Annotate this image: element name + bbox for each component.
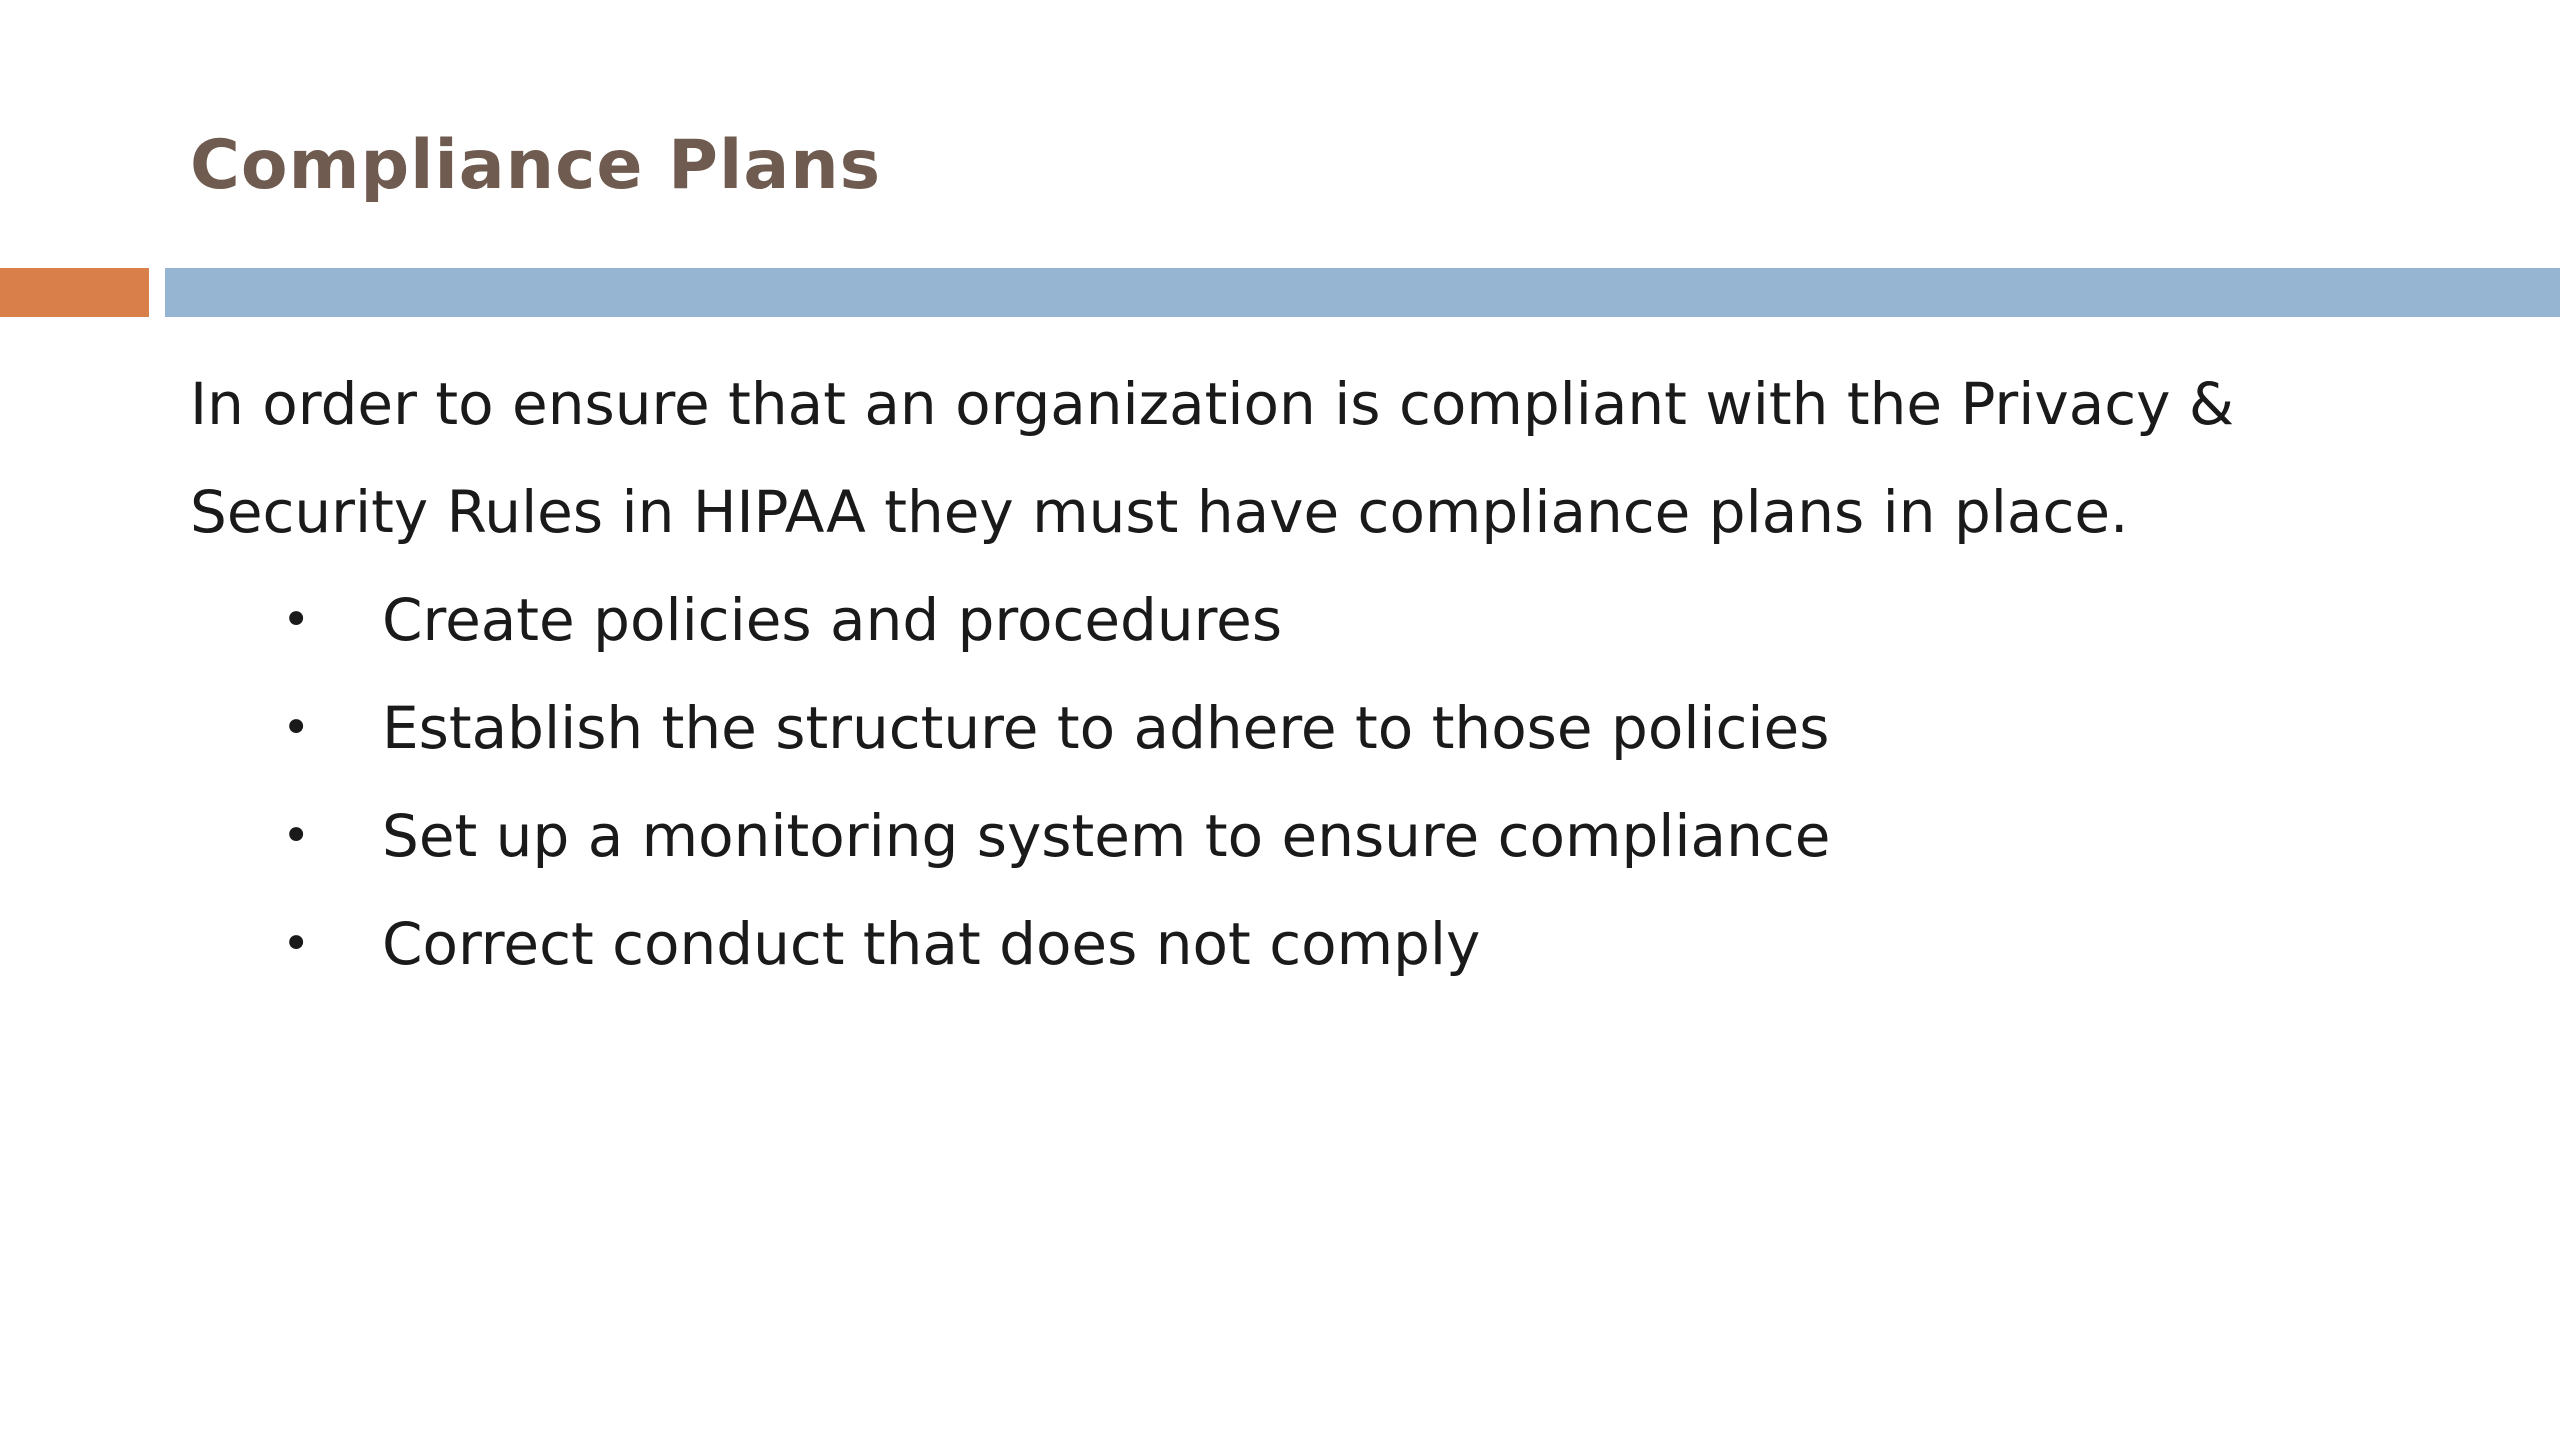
bullet-icon: • bbox=[282, 808, 311, 864]
bullet-text: Create policies and procedures bbox=[382, 586, 1283, 654]
bullet-item bbox=[190, 674, 1830, 782]
bullet-icon: • bbox=[282, 592, 311, 648]
accent-bar bbox=[0, 268, 149, 317]
bullet-item bbox=[190, 566, 1830, 674]
slide-title: Compliance Plans bbox=[190, 126, 882, 205]
bullet-list bbox=[190, 566, 1830, 998]
bullet-icon: • bbox=[282, 916, 311, 972]
title-rule-bar bbox=[165, 268, 2560, 317]
bullet-text: Set up a monitoring system to ensure compliance bbox=[382, 802, 1831, 870]
bullet-text: Establish the structure to adhere to those policies bbox=[382, 694, 1830, 762]
intro-paragraph: In order to ensure that an organization is compliant with the Privacy & Security Rules in HIPAA they must have compliance plans in place. bbox=[190, 370, 2235, 546]
bullet-icon: • bbox=[282, 700, 311, 756]
bullet-text: Correct conduct that does not comply bbox=[382, 910, 1481, 978]
bullet-item bbox=[190, 890, 1830, 998]
bullet-item bbox=[190, 782, 1830, 890]
